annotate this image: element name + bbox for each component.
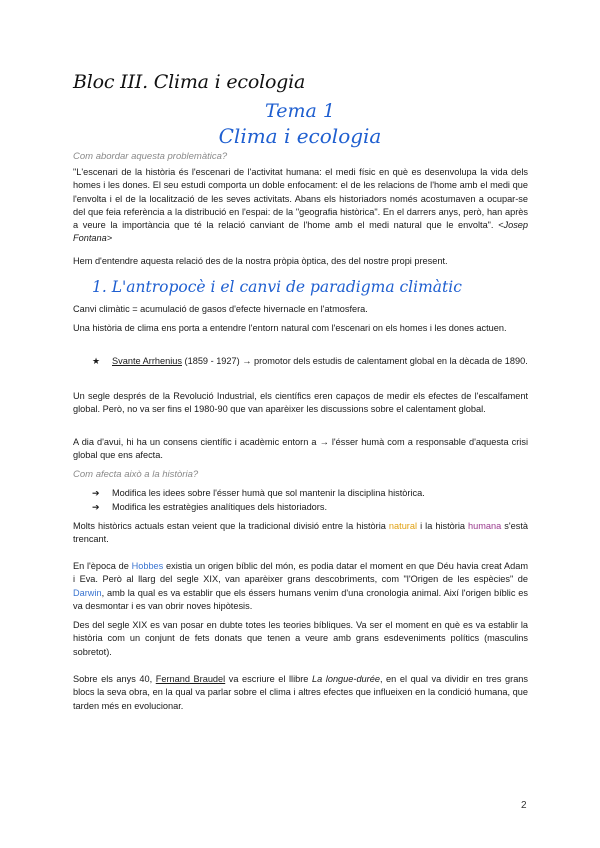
paragraph-5	[73, 560, 528, 613]
p7-c: , en el qual va dividir en tres grans blocs la seva obra, en la qual va parlar sobre el clima i altres efectes que influeixen en la condició humana, que tarden més en evolucionar.	[73, 674, 529, 711]
section-question: Com afecta això a la història?	[73, 469, 199, 480]
paragraph-2: Un segle després de la Revolució Industrial, els científics eren capaços de medir els efectes de l'escalfament global. Però, no va ser fins el 1980-90 que van aparèixer les discussions sobre el calentament global.	[73, 391, 528, 415]
arrow-icon: ➔	[92, 488, 100, 498]
arrow-bullet-text: Modifica les idees sobre l'ésser humà que sol mantenir la disciplina històrica.	[112, 488, 425, 498]
highlight-natural: natural	[388, 521, 418, 531]
definition: Canvi climàtic = acumulació de gasos d'efecte hivernacle en l'atmosfera.	[73, 304, 368, 314]
tema-title: Clima i ecologia	[218, 124, 382, 148]
star-bullet-rest: (1859 - 1927) → promotor dels estudis de calentament global en la dècada de 1890.	[181, 356, 528, 366]
p7-b: va escriure el llibre	[225, 674, 312, 684]
bloc-title: Bloc III. Clima i ecologia	[73, 71, 306, 93]
book-title: La longue-durée	[312, 674, 380, 684]
p5-c: , amb la qual es va establir que els éssers humans venim d'una cronologia animal. Així l'origen bíblic es va desmontar i es van obrir noves hipòtesis.	[73, 587, 528, 611]
star-icon: ★	[92, 356, 101, 366]
intro-closing: Hem d'entendre aquesta relació des de la nostra pròpia òptica, des del nostre propi present.	[73, 256, 448, 266]
p7-a: Sobre els anys 40,	[73, 674, 156, 684]
highlight-darwin: Darwin	[73, 587, 102, 598]
highlight-humana: humana	[468, 521, 502, 531]
paragraph-1: Una història de clima ens porta a entendre l'entorn natural com l'escenari on els homes i les dones actuen.	[73, 323, 507, 333]
paragraph-7	[73, 673, 528, 713]
p4-a: Molts històrics actuals estan veient que la tradicional divisió entre la història	[73, 521, 389, 531]
arrhenius-link[interactable]: Svante Arrhenius	[112, 356, 182, 366]
paragraph-6: Des del segle XIX es van posar en dubte totes les teories bíbliques. Va ser el moment en què es va establir la història com un conjunt de fets donats que tenen a veure amb grans esdeveniments polítics (masculins sobretot).	[73, 620, 528, 657]
intro-quote	[73, 166, 528, 246]
p4-b: i la història	[417, 521, 469, 531]
p4-c: s'està trencant.	[73, 521, 528, 545]
quote-author: <Josep Fontana>	[73, 220, 529, 244]
p5-b: existia un origen bíblic del món, es podia datar el moment en que Déu havia creat Adam i Eva. Però al llarg del segle XIX, van aparèixer grans descobriments, com "l'Origen de les espècies" de	[73, 561, 528, 585]
braudel-link[interactable]: Fernand Braudel	[155, 674, 226, 684]
arrow-bullet-text: Modifica les estratègies analítiques dels historiadors.	[112, 502, 327, 512]
tema-number: Tema 1	[265, 100, 335, 122]
paragraph-4	[73, 520, 528, 547]
arrow-icon: ➔	[92, 502, 100, 512]
highlight-hobbes: Hobbes	[131, 561, 164, 571]
quote-text: "L'escenari de la història és l'escenari de l'activitat humana: el medi físic en què es desenvolupa la vida dels homes i les dones. El seu estudi comporta un doble enfocament: el de les relacions de l'home amb el medi que l'envolta i el de la localització de les seves activitats. Abans els historiadors només acostumaven a ocupar-se del que feia referència a la distribució en l'espai: de la "geografia històrica". En el darrers anys, però, han après a veure la importància que té la relació canviant de l'home amb el medi natural que le envolta".	[73, 167, 528, 231]
section-heading: 1. L'antropocè i el canvi de paradigma climàtic	[92, 278, 462, 296]
page-number: 2	[521, 800, 527, 811]
star-bullet-text	[112, 355, 528, 368]
paragraph-3: A dia d'avui, hi ha un consens científic i acadèmic entorn a → l'ésser humà com a responsable d'aquesta crisi global que ens afecta.	[73, 437, 528, 461]
p5-a: En l'època de	[73, 561, 132, 571]
intro-question: Com abordar aquesta problemàtica?	[73, 151, 228, 162]
